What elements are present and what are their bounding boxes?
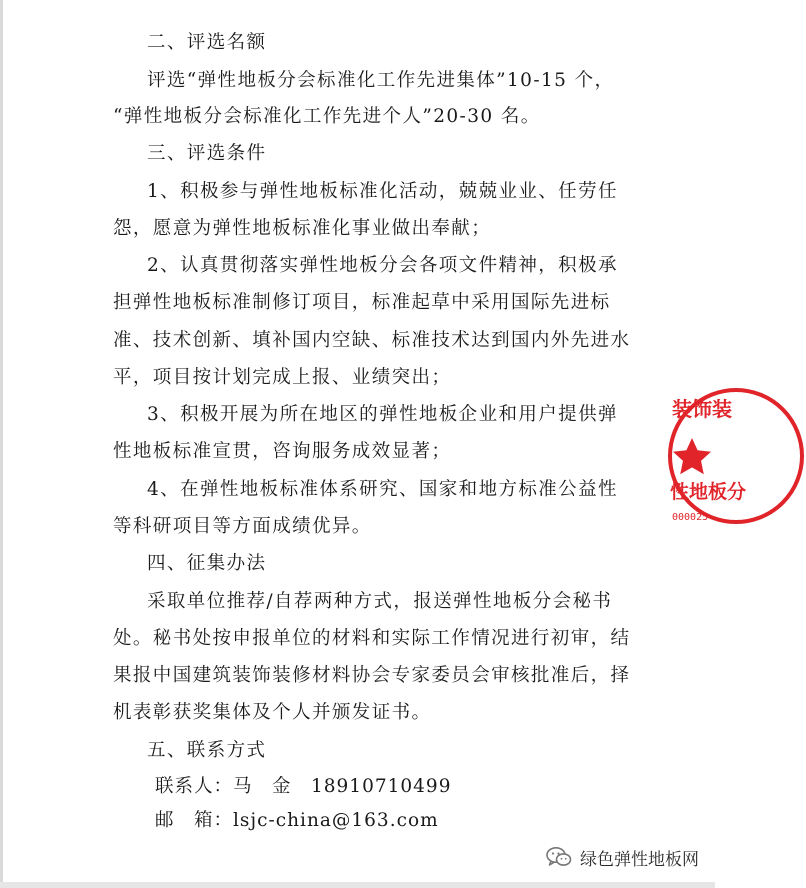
section-3-item-1-line-2: 怨，愿意为弹性地板标准化事业做出奉献； [113,218,492,239]
section-4-title: 四、征集办法 [147,553,267,574]
watermark [546,843,699,871]
section-3-item-2-line-1: 2、认真贯彻落实弹性地板分会各项文件精神，积极承 [147,255,618,276]
seal-star-icon [673,438,711,474]
section-3-item-1-line-1: 1、积极参与弹性地板标准化活动，兢兢业业、任劳任 [147,181,618,202]
contact-email: 邮 箱：lsjc-china@163.com [155,810,439,831]
section-2-line-2: “弹性地板分会标准化工作先进个人”20-30 名。 [113,106,541,127]
section-4-line-1: 采取单位推荐/自荐两种方式，报送弹性地板分会秘书 [147,591,613,612]
watermark-label: 绿色弹性地板网 [580,849,699,870]
section-4-line-4: 机表彰获奖集体及个人并颁发证书。 [113,702,432,723]
section-3-item-3-line-1: 3、积极开展为所在地区的弹性地板企业和用户提供弹 [147,404,618,425]
section-3-item-4-line-1: 4、在弹性地板标准体系研究、国家和地方标准公益性 [147,479,618,500]
section-3-item-3-line-2: 性地板标准宣贯，咨询服务成效显著； [113,441,452,462]
seal-code: 000025 [672,512,709,523]
page-bottom-edge [0,882,715,888]
section-4-line-2: 处。秘书处按申报单位的材料和实际工作情况进行初审，结 [113,628,631,649]
section-3-item-2-line-3: 准、技术创新、填补国内空缺、标准技术达到国内外先进水 [113,330,631,351]
section-2-line-1: 评选“弹性地板分会标准化工作先进集体”10-15 个， [147,70,615,91]
section-3-item-2-line-2: 担弹性地板标准制修订项目，标准起草中采用国际先进标 [113,292,611,313]
seal-bottom-text: 性地板分 [670,481,747,503]
section-5-title: 五、联系方式 [147,740,267,761]
section-4-line-3: 果报中国建筑装饰装修材料协会专家委员会审核批准后，择 [113,665,631,686]
contact-person: 联系人：马 金 18910710499 [155,776,452,797]
official-seal [666,386,806,526]
section-2-title: 二、评选名额 [147,32,267,53]
seal-top-text: 装饰装 [672,397,732,421]
section-3-title: 三、评选条件 [147,143,267,164]
section-3-item-4-line-2: 等科研项目等方面成绩优异。 [113,516,372,537]
wechat-icon [546,846,572,868]
section-3-item-2-line-4: 平，项目按计划完成上报、业绩突出； [113,367,452,388]
